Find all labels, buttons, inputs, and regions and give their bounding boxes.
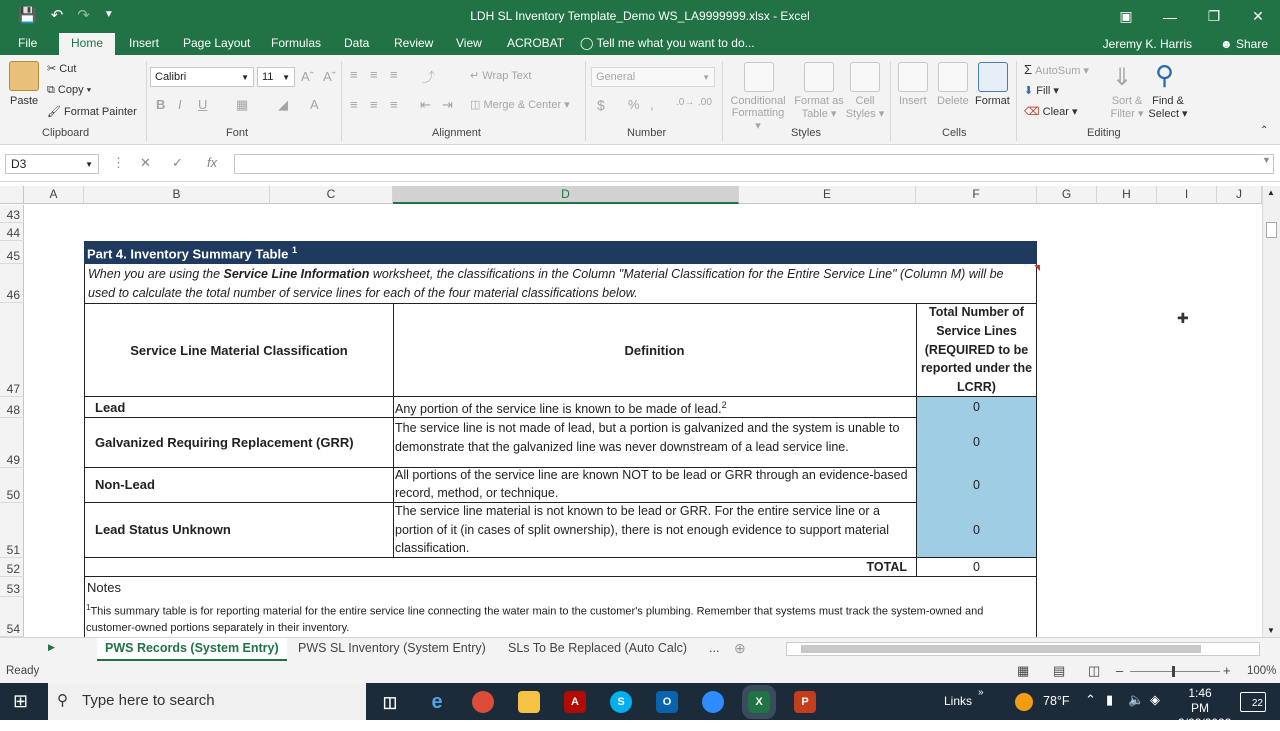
copy-icon: ⧉ bbox=[47, 84, 55, 96]
definition-lead-cell[interactable] bbox=[393, 396, 917, 418]
align-right-icon[interactable]: ≡ bbox=[390, 97, 398, 112]
restore-button[interactable]: ❐ bbox=[1207, 8, 1221, 24]
ribbon-display-options-icon[interactable]: ▣ bbox=[1119, 8, 1133, 24]
tab-page-layout[interactable]: Page Layout bbox=[183, 36, 251, 50]
total-value-cell[interactable]: 0 bbox=[916, 557, 1037, 577]
delete-cells-icon[interactable] bbox=[938, 62, 968, 92]
clock-time: 1:46 PM bbox=[1188, 686, 1212, 715]
zoom-in-icon[interactable]: + bbox=[1223, 663, 1231, 678]
column-header-h[interactable]: H bbox=[1097, 186, 1157, 204]
new-sheet-icon[interactable]: ⊕ bbox=[734, 640, 746, 656]
align-middle-icon[interactable]: ≡ bbox=[370, 67, 378, 82]
enter-icon[interactable]: ✓ bbox=[172, 155, 183, 170]
font-size-value: 11 bbox=[262, 71, 274, 83]
column-header-e[interactable]: E bbox=[739, 186, 916, 204]
alignment-group-label: Alignment bbox=[432, 127, 481, 139]
wrap-text-icon: ↵ bbox=[470, 70, 480, 82]
sheet-tab-sls-to-be-replaced[interactable]: SLs To Be Replaced (Auto Calc) bbox=[508, 641, 688, 655]
fill-label: Fill bbox=[1036, 85, 1051, 97]
clear-label: Clear bbox=[1042, 106, 1069, 118]
group-divider bbox=[146, 61, 147, 141]
italic-icon[interactable]: I bbox=[178, 97, 182, 112]
volume-icon[interactable]: 🔈 bbox=[1128, 692, 1145, 707]
sort-line1: Sort & bbox=[1111, 95, 1143, 107]
window-controls bbox=[1104, 0, 1280, 33]
sort-line2: Filter bbox=[1110, 108, 1135, 120]
classification-nonlead-cell[interactable]: Non-Lead bbox=[84, 467, 394, 503]
number-group-label: Number bbox=[627, 127, 667, 139]
total-lead-cell[interactable]: 0 bbox=[916, 396, 1037, 418]
cell-styles-icon[interactable] bbox=[850, 62, 880, 92]
align-top-icon[interactable]: ≡ bbox=[350, 67, 358, 82]
sheet-tab-pws-sl-inventory[interactable]: PWS SL Inventory (System Entry) bbox=[298, 641, 486, 655]
format-as-table-button[interactable]: Format as Table ▾ bbox=[794, 95, 844, 120]
part4-title-footnote: 1 bbox=[291, 245, 297, 255]
part4-title-text: Part 4. Inventory Summary Table bbox=[87, 246, 289, 262]
styles-group-label: Styles bbox=[791, 127, 821, 139]
taskbar-search-placeholder: Type here to search bbox=[82, 692, 215, 709]
conditional-formatting-button[interactable]: Conditional Formatting ▾ bbox=[730, 95, 786, 132]
sheet-tab-more[interactable]: ... bbox=[709, 641, 720, 655]
borders-icon[interactable]: ▦ bbox=[236, 97, 249, 112]
copy-label: Copy bbox=[57, 84, 84, 96]
autosum-button[interactable]: Σ AutoSum ▾ bbox=[1024, 62, 1089, 77]
find-line1: Find & bbox=[1152, 95, 1184, 107]
align-bottom-icon[interactable]: ≡ bbox=[390, 67, 398, 82]
intro-text-worksheet-name: Service Line Information bbox=[223, 267, 370, 281]
comment-indicator[interactable] bbox=[1034, 265, 1040, 271]
scroll-up-icon[interactable]: ▲ bbox=[1267, 188, 1275, 197]
cancel-icon[interactable]: ✕ bbox=[140, 155, 151, 170]
font-name-dropdown[interactable] bbox=[150, 67, 254, 87]
column-header-c[interactable]: C bbox=[270, 186, 393, 204]
edge-browser-icon[interactable]: e bbox=[431, 690, 443, 713]
cond-fmt-line2: Formatting bbox=[731, 107, 785, 119]
more-options-icon: ⋮ bbox=[112, 155, 125, 170]
classification-unknown-cell[interactable]: Lead Status Unknown bbox=[84, 502, 394, 558]
row-header-49[interactable]: 49 bbox=[0, 418, 24, 468]
status-bar bbox=[0, 661, 1280, 683]
wrap-text-label: Wrap Text bbox=[482, 70, 532, 82]
wrap-text-button[interactable] bbox=[470, 69, 531, 82]
font-size-dropdown[interactable] bbox=[257, 67, 295, 87]
ribbon-tabs bbox=[0, 33, 1280, 55]
header-classification-cell[interactable]: Service Line Material Classification bbox=[84, 303, 394, 397]
row-header-44[interactable]: 44 bbox=[0, 223, 24, 241]
insert-cells-button[interactable]: Insert bbox=[899, 95, 927, 107]
decrease-font-icon[interactable]: Aˇ bbox=[323, 69, 336, 84]
font-name-value: Calibri bbox=[155, 71, 187, 83]
increase-decimal-icon[interactable]: .0→ bbox=[676, 97, 695, 108]
status-ready: Ready bbox=[6, 665, 40, 677]
tab-home[interactable]: Home bbox=[59, 33, 115, 55]
fill-down-icon: ⬇ bbox=[1024, 85, 1034, 97]
column-header-b[interactable]: B bbox=[84, 186, 270, 204]
tell-me-text: Tell me what you want to do... bbox=[596, 36, 755, 50]
title-bar bbox=[0, 0, 1280, 33]
cut-label: Cut bbox=[59, 63, 77, 75]
sigma-icon: Σ bbox=[1024, 62, 1033, 77]
wifi-icon[interactable]: ◈ bbox=[1150, 692, 1160, 707]
number-format-dropdown[interactable] bbox=[591, 67, 715, 87]
row-header-53[interactable]: 53 bbox=[0, 577, 24, 597]
formula-bar bbox=[0, 146, 1280, 182]
fmt-table-line1: Format as bbox=[794, 95, 844, 107]
definition-grr-cell[interactable]: The service line is not made of lead, but a portion is galvanized and the system is unable to demonstrate that the galvanized line was never downstream of a lead service line. bbox=[393, 417, 917, 468]
eraser-icon: ⌫ bbox=[1024, 106, 1040, 118]
find-line2: Select bbox=[1148, 108, 1179, 120]
font-group-label: Font bbox=[226, 127, 249, 139]
horizontal-scrollbar[interactable] bbox=[786, 642, 1260, 656]
row-header-52[interactable]: 52 bbox=[0, 558, 24, 577]
tab-insert[interactable]: Insert bbox=[129, 36, 160, 50]
classification-grr-cell[interactable]: Galvanized Requiring Replacement (GRR) bbox=[84, 417, 394, 468]
sort-filter-button[interactable]: Sort & Filter ▾ bbox=[1110, 95, 1144, 120]
find-select-button[interactable]: Find & Select ▾ bbox=[1148, 95, 1188, 120]
intro-text-cell[interactable] bbox=[84, 264, 1037, 303]
definition-lead-footnote: 2 bbox=[721, 400, 727, 410]
undo-icon[interactable]: ↶ bbox=[50, 7, 64, 24]
vertical-scrollbar[interactable] bbox=[1262, 186, 1280, 637]
editing-group-label: Editing bbox=[1087, 127, 1121, 139]
definition-nonlead-cell[interactable]: All portions of the service line are known NOT to be lead or GRR through an evidence-based record, method, or technique. bbox=[393, 467, 917, 503]
definition-lead-text: Any portion of the service line is known to be made of lead. bbox=[395, 402, 722, 417]
number-format-value: General bbox=[596, 71, 636, 83]
fill-color-icon[interactable]: ◢ bbox=[278, 97, 288, 112]
tab-view[interactable]: View bbox=[456, 36, 482, 50]
cell-styles-line1: Cell bbox=[855, 95, 875, 107]
notes-label-cell[interactable]: Notes bbox=[84, 577, 1037, 597]
tab-formulas[interactable]: Formulas bbox=[271, 36, 322, 50]
show-hidden-icons-icon[interactable]: ⌃ bbox=[1085, 692, 1096, 707]
total-nonlead-cell[interactable]: 0 bbox=[916, 467, 1037, 503]
autosum-label: AutoSum bbox=[1035, 65, 1081, 77]
worksheet-grid[interactable] bbox=[24, 205, 1260, 637]
weather-temperature[interactable]: 78°F bbox=[1043, 694, 1070, 708]
insert-cells-icon[interactable] bbox=[898, 62, 928, 92]
delete-cells-button[interactable]: Delete bbox=[937, 95, 969, 107]
group-divider bbox=[1016, 61, 1017, 141]
column-header-d[interactable]: D bbox=[393, 186, 739, 204]
row-header-51[interactable]: 51 bbox=[0, 503, 24, 558]
redo-icon[interactable]: ↷ bbox=[77, 7, 90, 24]
intro-text-part2: worksheet, the classifications in the Column "Material Classification for the Entire Service Line" (Column M) will be used to calculate the total number of service lines for each of the four material classifications below. bbox=[88, 267, 1004, 300]
tab-acrobat[interactable]: ACROBAT bbox=[507, 36, 565, 50]
intro-text-part1: When you are using the bbox=[88, 267, 224, 281]
column-header-a[interactable]: A bbox=[24, 186, 84, 204]
increase-font-icon[interactable]: Aˆ bbox=[301, 69, 314, 84]
group-divider bbox=[341, 61, 342, 141]
decrease-indent-icon[interactable]: ⇤ bbox=[420, 97, 431, 112]
page-layout-view-icon[interactable]: ▤ bbox=[1053, 663, 1066, 678]
page-break-view-icon[interactable]: ◫ bbox=[1088, 663, 1101, 678]
row-header-48[interactable]: 48 bbox=[0, 397, 24, 418]
sheet-tab-bar bbox=[0, 637, 1280, 661]
file-explorer-icon[interactable] bbox=[518, 691, 540, 713]
conditional-formatting-icon[interactable] bbox=[744, 62, 774, 92]
notification-center-icon[interactable] bbox=[1240, 692, 1266, 712]
save-icon[interactable]: 💾 bbox=[18, 7, 37, 24]
header-total-cell[interactable]: Total Number of Service Lines (REQUIRED to be reported under the LCRR) bbox=[916, 303, 1037, 397]
powerpoint-icon[interactable]: P bbox=[794, 691, 816, 713]
comma-icon[interactable]: , bbox=[650, 97, 654, 112]
clipboard-group-label: Clipboard bbox=[42, 127, 90, 139]
align-left-icon[interactable]: ≡ bbox=[350, 97, 358, 112]
fmt-table-line2: Table bbox=[801, 108, 828, 120]
insert-function-icon[interactable]: fx bbox=[207, 155, 218, 170]
row-header-43[interactable]: 43 bbox=[0, 205, 24, 223]
underline-icon[interactable]: U bbox=[198, 97, 208, 112]
share-label: Share bbox=[1235, 37, 1268, 51]
part4-title-cell[interactable] bbox=[84, 241, 1037, 264]
format-painter-button[interactable] bbox=[47, 105, 137, 118]
definition-unknown-cell[interactable]: The service line material is not known to be lead or GRR. For the entire service line or a portion of it (in cases of split ownership), there is not enough evidence to support material classification. bbox=[393, 502, 917, 558]
row-header-45[interactable]: 45 bbox=[0, 241, 24, 264]
windows-start-icon[interactable]: ⊞ bbox=[13, 691, 29, 711]
total-unknown-cell[interactable]: 0 bbox=[916, 502, 1037, 558]
sort-filter-icon[interactable]: ⇓ bbox=[1112, 64, 1133, 91]
tab-data[interactable]: Data bbox=[344, 36, 370, 50]
outlook-icon[interactable]: O bbox=[656, 691, 678, 713]
cond-fmt-line1: Conditional bbox=[730, 95, 786, 107]
fill-button[interactable]: ⬇ Fill ▾ bbox=[1024, 85, 1059, 97]
percent-icon[interactable]: % bbox=[628, 97, 640, 112]
cell-cursor-icon: ✚ bbox=[1177, 310, 1189, 326]
font-color-icon[interactable]: A bbox=[310, 97, 319, 112]
orientation-icon[interactable]: ⤴ bbox=[422, 70, 436, 85]
weather-icon[interactable] bbox=[1015, 693, 1033, 711]
sheet-scroll-right-icon[interactable]: ▶ bbox=[48, 642, 55, 652]
user-name[interactable]: Jeremy K. Harris bbox=[1102, 37, 1192, 51]
zoom-slider-thumb[interactable] bbox=[1172, 666, 1175, 677]
clear-button[interactable]: ⌫ Clear ▾ bbox=[1024, 106, 1078, 118]
skype-icon[interactable]: S bbox=[610, 691, 632, 713]
tab-review[interactable]: Review bbox=[394, 36, 434, 50]
vertical-scroll-thumb[interactable] bbox=[1266, 222, 1277, 238]
chevron-down-icon: ▼ bbox=[702, 73, 710, 82]
note1-cell[interactable] bbox=[84, 597, 1037, 637]
normal-view-icon[interactable]: ▦ bbox=[1017, 663, 1030, 678]
classification-lead-cell[interactable]: Lead bbox=[84, 396, 394, 418]
tell-me-search[interactable] bbox=[580, 36, 755, 50]
taskbar-search-box[interactable] bbox=[48, 683, 366, 720]
cells-group-label: Cells bbox=[942, 127, 967, 139]
brush-icon: 🖌 bbox=[47, 106, 61, 118]
format-painter-label: Format Painter bbox=[64, 106, 137, 118]
horizontal-scroll-thumb[interactable] bbox=[801, 645, 1201, 653]
links-chevron-icon[interactable]: » bbox=[978, 687, 984, 698]
cell-styles-button[interactable]: Cell Styles ▾ bbox=[845, 95, 885, 120]
minimize-button[interactable]: — bbox=[1163, 8, 1177, 25]
column-header-i[interactable]: I bbox=[1157, 186, 1217, 204]
row-header-47[interactable]: 47 bbox=[0, 303, 24, 397]
search-icon: ⚲ bbox=[57, 692, 68, 709]
format-cells-icon[interactable] bbox=[978, 62, 1008, 92]
note1-text: This summary table is for reporting material for the entire service line connecting the water main to the customer's plumbing. Remember that systems must track the system-owned and customer-owned portions separately in their inventory. bbox=[86, 605, 984, 634]
paste-icon[interactable] bbox=[9, 61, 39, 91]
zoom-level[interactable]: 100% bbox=[1247, 665, 1277, 677]
format-as-table-icon[interactable] bbox=[804, 62, 834, 92]
share-button[interactable] bbox=[1220, 37, 1268, 51]
formula-input[interactable] bbox=[234, 154, 1274, 174]
group-divider bbox=[722, 61, 723, 141]
lightbulb-icon: ◯ bbox=[580, 36, 594, 50]
battery-icon[interactable]: ▮ bbox=[1106, 692, 1114, 707]
expand-formula-bar-icon[interactable]: ▼ bbox=[1262, 155, 1271, 165]
merge-center-button[interactable]: ◫ Merge & Center ▾ bbox=[470, 99, 570, 111]
cell-styles-line2: Styles bbox=[845, 108, 876, 120]
scroll-down-icon[interactable]: ▼ bbox=[1267, 626, 1275, 635]
ribbon bbox=[0, 55, 1280, 145]
zoom-out-icon[interactable]: – bbox=[1116, 663, 1124, 678]
merge-icon: ◫ bbox=[470, 99, 481, 111]
excel-taskbar-icon[interactable]: X bbox=[748, 691, 770, 713]
note1-footnote-number: 1 bbox=[86, 603, 91, 612]
sheet-tab-pws-records[interactable]: PWS Records (System Entry) bbox=[97, 638, 287, 661]
acrobat-icon[interactable]: A bbox=[564, 691, 586, 713]
notification-count: 22 bbox=[1251, 698, 1263, 709]
links-toolbar[interactable]: Links bbox=[944, 694, 973, 708]
column-header-g[interactable]: G bbox=[1037, 186, 1097, 204]
customize-qat-icon[interactable]: ▼ bbox=[103, 9, 114, 20]
row-header-54[interactable]: 54 bbox=[0, 597, 24, 637]
column-header-f[interactable]: F bbox=[916, 186, 1037, 204]
window-title: LDH SL Inventory Template_Demo WS_LA9999999.xlsx - Excel bbox=[470, 9, 810, 23]
group-divider bbox=[585, 61, 586, 141]
decrease-decimal-icon[interactable]: .00 bbox=[698, 97, 712, 108]
chevron-down-icon: ▼ bbox=[282, 73, 290, 82]
task-view-icon[interactable]: ◫ bbox=[382, 694, 398, 711]
name-box-value: D3 bbox=[11, 157, 27, 171]
person-icon: ☻ bbox=[1219, 37, 1233, 51]
row-header-50[interactable]: 50 bbox=[0, 468, 24, 503]
close-button[interactable]: ✕ bbox=[1252, 8, 1264, 24]
increase-indent-icon[interactable]: ⇥ bbox=[442, 97, 453, 112]
chevron-down-icon: ▼ bbox=[241, 73, 249, 82]
windows-taskbar bbox=[0, 683, 1280, 730]
align-center-icon[interactable]: ≡ bbox=[370, 97, 378, 112]
header-definition-cell[interactable]: Definition bbox=[393, 303, 917, 397]
cut-button[interactable] bbox=[47, 62, 76, 75]
clock-date: 3/22/2023 bbox=[1178, 716, 1232, 730]
total-label-cell[interactable]: TOTAL bbox=[84, 557, 917, 577]
currency-icon[interactable]: $ bbox=[597, 97, 605, 113]
name-box[interactable] bbox=[5, 154, 99, 174]
column-header-j[interactable]: J bbox=[1217, 186, 1262, 204]
collapse-ribbon-icon[interactable]: ⌃ bbox=[1260, 125, 1269, 136]
tab-file[interactable]: File bbox=[18, 36, 38, 50]
zoom-slider[interactable] bbox=[1130, 671, 1220, 672]
merge-center-label: Merge & Center bbox=[483, 99, 562, 111]
copy-button[interactable]: ⧉ Copy ▾ bbox=[47, 84, 92, 96]
chrome-icon[interactable] bbox=[472, 691, 494, 713]
zoom-app-icon[interactable] bbox=[702, 691, 724, 713]
bold-icon[interactable]: B bbox=[156, 97, 166, 112]
system-clock[interactable] bbox=[1178, 686, 1232, 731]
select-all-corner[interactable] bbox=[0, 186, 24, 204]
scissors-icon: ✂ bbox=[47, 63, 57, 75]
chevron-down-icon: ▼ bbox=[85, 160, 93, 169]
total-grr-cell[interactable]: 0 bbox=[916, 417, 1037, 468]
format-cells-button[interactable]: Format bbox=[975, 95, 1010, 107]
paste-button[interactable]: Paste bbox=[10, 95, 39, 107]
row-header-46[interactable]: 46 bbox=[0, 264, 24, 303]
group-divider bbox=[890, 61, 891, 141]
find-select-icon[interactable]: ⚲ bbox=[1155, 60, 1175, 90]
